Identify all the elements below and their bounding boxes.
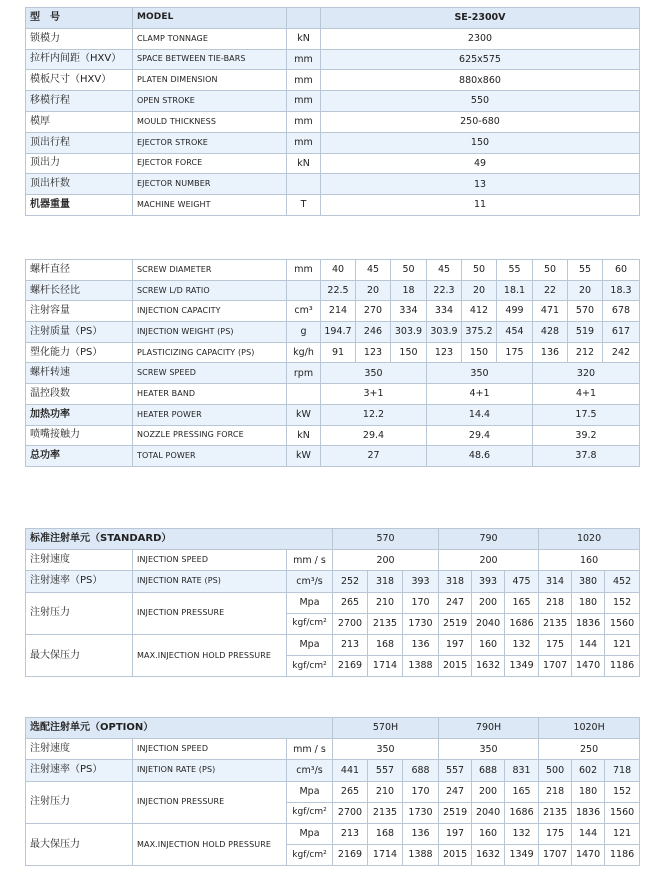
row-value: 2135: [539, 802, 572, 823]
row-label-en: TOTAL POWER: [133, 446, 287, 467]
row-value: 519: [568, 322, 603, 343]
row-value: 180: [572, 781, 605, 802]
row-value: 160: [539, 550, 640, 571]
screw-row: [26, 446, 640, 467]
row-value: 499: [497, 301, 533, 322]
row-value: 688: [403, 760, 439, 781]
row-label-en: MAX.INJECTION HOLD PRESSURE: [133, 823, 287, 865]
row-value: 1836: [572, 613, 605, 634]
row-label-en: PLASTICIZING CAPACITY (PS): [133, 342, 287, 363]
row-value: 1186: [605, 656, 640, 677]
row-label-en: SCREW DIAMETER: [133, 260, 287, 281]
row-value: 18.3: [603, 280, 640, 301]
row-value: 210: [368, 781, 403, 802]
row-unit: mm: [287, 111, 321, 132]
spec-row: [26, 91, 640, 112]
row-unit: cm³/s: [287, 760, 333, 781]
row-value: 678: [603, 301, 640, 322]
row-label-en: INJECTION WEIGHT (PS): [133, 322, 287, 343]
row-value: 1349: [505, 656, 539, 677]
row-unit: rpm: [287, 363, 321, 384]
unit-model: 790H: [439, 718, 539, 739]
row-label-cn: 注射速度: [26, 550, 133, 571]
row-unit: Mpa: [287, 634, 333, 655]
row-value: 170: [403, 781, 439, 802]
row-label-cn: 喷嘴接触力: [26, 425, 133, 446]
unit-header-row: [26, 718, 640, 739]
row-value: 165: [505, 592, 539, 613]
row-value: 144: [572, 634, 605, 655]
row-value: 1470: [572, 845, 605, 866]
row-value: 175: [539, 634, 572, 655]
row-value: 334: [391, 301, 427, 322]
row-label-en: NOZZLE PRESSING FORCE: [133, 425, 287, 446]
row-value: 175: [539, 823, 572, 844]
row-value: 168: [368, 823, 403, 844]
row-value: 121: [605, 634, 640, 655]
unit-model: 1020: [539, 529, 640, 550]
unit-title: 标准注射单元（STANDARD）: [26, 529, 333, 550]
row-value: 557: [368, 760, 403, 781]
row-label-cn: 模厚: [26, 111, 133, 132]
row-value: 2015: [439, 845, 472, 866]
row-value: 1632: [472, 845, 505, 866]
screw-row: [26, 425, 640, 446]
row-unit: kN: [287, 425, 321, 446]
row-label-cn: 最大保压力: [26, 634, 133, 676]
row-value: 1470: [572, 656, 605, 677]
row-value: 1349: [505, 845, 539, 866]
model-name: SE-2300V: [321, 8, 640, 29]
row-value: 3+1: [321, 384, 427, 405]
row-unit: mm: [287, 132, 321, 153]
row-unit: Mpa: [287, 592, 333, 613]
screw-row: [26, 322, 640, 343]
row-value: 1560: [605, 802, 640, 823]
row-value: 475: [505, 571, 539, 592]
row-value: 50: [462, 260, 497, 281]
row-value: 1388: [403, 845, 439, 866]
row-value: 48.6: [427, 446, 533, 467]
row-value: 200: [472, 781, 505, 802]
row-value: 39.2: [533, 425, 640, 446]
spec-row: [26, 28, 640, 49]
row-label-cn: 顶出力: [26, 153, 133, 174]
row-unit: kgf/cm²: [287, 802, 333, 823]
row-label-cn: 锁模力: [26, 28, 133, 49]
row-value: 412: [462, 301, 497, 322]
row-label-en: SCREW L/D RATIO: [133, 280, 287, 301]
row-label-cn: 注射速度: [26, 739, 133, 760]
row-label-cn: 拉杆内间距（HXV）: [26, 49, 133, 70]
row-value: 200: [472, 592, 505, 613]
row-value: 250-680: [321, 111, 640, 132]
option-unit-table: [25, 717, 640, 866]
row-value: 50: [391, 260, 427, 281]
row-value: 22: [533, 280, 568, 301]
row-value: 602: [572, 760, 605, 781]
unit-model: 570: [333, 529, 439, 550]
unit-title: 选配注射单元（OPTION）: [26, 718, 333, 739]
row-value: 393: [472, 571, 505, 592]
row-value: 242: [603, 342, 640, 363]
row-value: 2700: [333, 802, 368, 823]
row-value: 2040: [472, 613, 505, 634]
row-unit: mm: [287, 91, 321, 112]
hold-row: [26, 634, 640, 655]
row-value: 160: [472, 823, 505, 844]
row-label-cn: 螺杆长径比: [26, 280, 133, 301]
row-value: 214: [321, 301, 356, 322]
row-value: 4+1: [533, 384, 640, 405]
row-value: 500: [539, 760, 572, 781]
speed-row: [26, 739, 640, 760]
row-label-en: EJECTOR NUMBER: [133, 174, 287, 195]
screw-row: [26, 363, 640, 384]
spec-header-row: [26, 8, 640, 29]
row-unit: kW: [287, 446, 321, 467]
row-value: 617: [603, 322, 640, 343]
row-value: 314: [539, 571, 572, 592]
row-value: 29.4: [427, 425, 533, 446]
row-value: 2700: [333, 613, 368, 634]
row-value: 247: [439, 781, 472, 802]
row-value: 2169: [333, 845, 368, 866]
spec-row: [26, 153, 640, 174]
standard-unit-table: [25, 528, 640, 677]
row-value: 2135: [368, 802, 403, 823]
row-value: 18: [391, 280, 427, 301]
row-value: 2135: [539, 613, 572, 634]
row-label-cn: 顶出杆数: [26, 174, 133, 195]
row-value: 200: [439, 550, 539, 571]
row-label-cn: 机器重量: [26, 195, 133, 216]
row-value: 212: [568, 342, 603, 363]
screw-row: [26, 342, 640, 363]
screw-row: [26, 280, 640, 301]
row-unit: kN: [287, 28, 321, 49]
row-value: 11: [321, 195, 640, 216]
row-value: 250: [539, 739, 640, 760]
speed-row: [26, 550, 640, 571]
row-value: 625x575: [321, 49, 640, 70]
spec-row: [26, 49, 640, 70]
row-value: 150: [391, 342, 427, 363]
row-value: 136: [403, 634, 439, 655]
row-label-cn: 总功率: [26, 446, 133, 467]
row-value: 170: [403, 592, 439, 613]
row-label-en: SPACE BETWEEN TIE-BARS: [133, 49, 287, 70]
row-value: 718: [605, 760, 640, 781]
row-value: 350: [427, 363, 533, 384]
row-value: 37.8: [533, 446, 640, 467]
screw-row: [26, 404, 640, 425]
row-label-cn: 注射速率（PS）: [26, 571, 133, 592]
row-label-cn: 顶出行程: [26, 132, 133, 153]
row-value: 194.7: [321, 322, 356, 343]
row-label-cn: 模板尺寸（HXV）: [26, 70, 133, 91]
row-value: 180: [572, 592, 605, 613]
row-value: 303.9: [391, 322, 427, 343]
row-unit: mm: [287, 49, 321, 70]
spec-row: [26, 174, 640, 195]
row-label-cn: 塑化能力（PS）: [26, 342, 133, 363]
row-label-cn: 注射速率（PS）: [26, 760, 133, 781]
row-label-cn: 螺杆直径: [26, 260, 133, 281]
row-label-en: HEATER POWER: [133, 404, 287, 425]
row-value: 1714: [368, 656, 403, 677]
row-unit: [287, 384, 321, 405]
row-label-cn: 注射质量（PS）: [26, 322, 133, 343]
row-unit: [287, 280, 321, 301]
row-label-en: INJECTION SPEED: [133, 739, 287, 760]
row-value: 150: [462, 342, 497, 363]
row-value: 247: [439, 592, 472, 613]
row-value: 688: [472, 760, 505, 781]
row-unit: mm: [287, 70, 321, 91]
pressure-row: [26, 781, 640, 802]
row-value: 557: [439, 760, 472, 781]
row-value: 123: [356, 342, 391, 363]
row-value: 175: [497, 342, 533, 363]
row-value: 12.2: [321, 404, 427, 425]
row-value: 452: [605, 571, 640, 592]
row-label-en: EJECTOR STROKE: [133, 132, 287, 153]
row-value: 1686: [505, 802, 539, 823]
row-unit: cm³/s: [287, 571, 333, 592]
row-value: 49: [321, 153, 640, 174]
row-value: 1686: [505, 613, 539, 634]
row-unit: Mpa: [287, 823, 333, 844]
row-value: 334: [427, 301, 462, 322]
model-label-en: MODEL: [133, 8, 287, 29]
row-value: 165: [505, 781, 539, 802]
row-unit: kW: [287, 404, 321, 425]
row-value: 350: [333, 739, 439, 760]
row-label-en: INJECTION PRESSURE: [133, 592, 287, 634]
row-value: 252: [333, 571, 368, 592]
row-label-en: HEATER BAND: [133, 384, 287, 405]
row-value: 40: [321, 260, 356, 281]
row-label-cn: 最大保压力: [26, 823, 133, 865]
row-value: 20: [356, 280, 391, 301]
row-value: 2015: [439, 656, 472, 677]
row-value: 136: [533, 342, 568, 363]
row-value: 213: [333, 823, 368, 844]
row-unit: kN: [287, 153, 321, 174]
row-value: 1730: [403, 802, 439, 823]
row-label-en: SCREW SPEED: [133, 363, 287, 384]
row-label-en: EJECTOR FORCE: [133, 153, 287, 174]
row-value: 2040: [472, 802, 505, 823]
row-value: 132: [505, 634, 539, 655]
row-value: 265: [333, 781, 368, 802]
row-value: 1836: [572, 802, 605, 823]
row-value: 2519: [439, 613, 472, 634]
row-value: 50: [533, 260, 568, 281]
row-value: 29.4: [321, 425, 427, 446]
row-value: 550: [321, 91, 640, 112]
row-value: 375.2: [462, 322, 497, 343]
row-value: 428: [533, 322, 568, 343]
row-label-cn: 注射压力: [26, 592, 133, 634]
row-value: 1707: [539, 656, 572, 677]
row-unit: [287, 174, 321, 195]
row-value: 197: [439, 823, 472, 844]
row-label-cn: 注射容量: [26, 301, 133, 322]
row-value: 152: [605, 592, 640, 613]
row-label-cn: 加热功率: [26, 404, 133, 425]
row-value: 168: [368, 634, 403, 655]
row-value: 2169: [333, 656, 368, 677]
row-value: 2300: [321, 28, 640, 49]
row-value: 4+1: [427, 384, 533, 405]
model-label-cn: 型 号: [26, 8, 133, 29]
row-value: 393: [403, 571, 439, 592]
unit-header-row: [26, 529, 640, 550]
row-value: 55: [497, 260, 533, 281]
row-value: 570: [568, 301, 603, 322]
row-value: 55: [568, 260, 603, 281]
row-value: 318: [439, 571, 472, 592]
row-label-en: MAX.INJECTION HOLD PRESSURE: [133, 634, 287, 676]
row-value: 132: [505, 823, 539, 844]
row-value: 2519: [439, 802, 472, 823]
row-label-en: INJECTION SPEED: [133, 550, 287, 571]
row-label-en: MOULD THICKNESS: [133, 111, 287, 132]
row-value: 1560: [605, 613, 640, 634]
row-value: 20: [568, 280, 603, 301]
row-value: 1632: [472, 656, 505, 677]
spec-row: [26, 111, 640, 132]
row-value: 45: [427, 260, 462, 281]
row-label-cn: 移模行程: [26, 91, 133, 112]
row-value: 350: [439, 739, 539, 760]
row-value: 213: [333, 634, 368, 655]
hold-row: [26, 823, 640, 844]
row-label-cn: 螺杆转速: [26, 363, 133, 384]
row-value: 1388: [403, 656, 439, 677]
row-value: 246: [356, 322, 391, 343]
row-value: 91: [321, 342, 356, 363]
row-value: 144: [572, 823, 605, 844]
row-value: 136: [403, 823, 439, 844]
screw-row: [26, 384, 640, 405]
row-value: 210: [368, 592, 403, 613]
rate-row: [26, 571, 640, 592]
row-value: 218: [539, 781, 572, 802]
row-label-en: INJECTION CAPACITY: [133, 301, 287, 322]
row-value: 454: [497, 322, 533, 343]
row-value: 218: [539, 592, 572, 613]
row-value: 22.5: [321, 280, 356, 301]
row-value: 45: [356, 260, 391, 281]
row-label-en: OPEN STROKE: [133, 91, 287, 112]
row-unit: kg/h: [287, 342, 321, 363]
row-unit: mm / s: [287, 550, 333, 571]
row-label-en: CLAMP TONNAGE: [133, 28, 287, 49]
row-value: 160: [472, 634, 505, 655]
row-unit: Mpa: [287, 781, 333, 802]
machine-spec-table: [25, 7, 640, 216]
spec-row: [26, 132, 640, 153]
row-value: 150: [321, 132, 640, 153]
row-value: 270: [356, 301, 391, 322]
row-value: 318: [368, 571, 403, 592]
unit-model: 570H: [333, 718, 439, 739]
row-value: 121: [605, 823, 640, 844]
spec-row: [26, 195, 640, 216]
row-label-en: PLATEN DIMENSION: [133, 70, 287, 91]
row-unit: mm: [287, 260, 321, 281]
row-value: 14.4: [427, 404, 533, 425]
screw-row: [26, 260, 640, 281]
screw-spec-table: [25, 259, 640, 467]
row-unit: T: [287, 195, 321, 216]
row-label-en: INJETION RATE (PS): [133, 760, 287, 781]
row-unit: mm / s: [287, 739, 333, 760]
row-value: 1186: [605, 845, 640, 866]
row-value: 1707: [539, 845, 572, 866]
row-value: 17.5: [533, 404, 640, 425]
row-value: 320: [533, 363, 640, 384]
pressure-row: [26, 592, 640, 613]
row-value: 831: [505, 760, 539, 781]
row-value: 1714: [368, 845, 403, 866]
row-unit: kgf/cm²: [287, 656, 333, 677]
row-value: 60: [603, 260, 640, 281]
row-value: 20: [462, 280, 497, 301]
row-value: 1730: [403, 613, 439, 634]
row-value: 350: [321, 363, 427, 384]
row-value: 380: [572, 571, 605, 592]
row-value: 471: [533, 301, 568, 322]
row-value: 880x860: [321, 70, 640, 91]
unit-model: 1020H: [539, 718, 640, 739]
row-value: 22.3: [427, 280, 462, 301]
row-label-en: INJECTION PRESSURE: [133, 781, 287, 823]
row-value: 441: [333, 760, 368, 781]
row-value: 197: [439, 634, 472, 655]
row-label-cn: 注射压力: [26, 781, 133, 823]
row-value: 152: [605, 781, 640, 802]
unit-model: 790: [439, 529, 539, 550]
row-unit: kgf/cm²: [287, 845, 333, 866]
row-unit: kgf/cm²: [287, 613, 333, 634]
row-value: 27: [321, 446, 427, 467]
row-value: 2135: [368, 613, 403, 634]
row-unit: g: [287, 322, 321, 343]
row-value: 13: [321, 174, 640, 195]
screw-row: [26, 301, 640, 322]
rate-row: [26, 760, 640, 781]
row-value: 303.9: [427, 322, 462, 343]
row-label-cn: 温控段数: [26, 384, 133, 405]
row-value: 265: [333, 592, 368, 613]
row-value: 18.1: [497, 280, 533, 301]
row-label-en: MACHINE WEIGHT: [133, 195, 287, 216]
spec-row: [26, 70, 640, 91]
row-value: 200: [333, 550, 439, 571]
row-value: 123: [427, 342, 462, 363]
row-label-en: INJECTION RATE (PS): [133, 571, 287, 592]
row-unit: cm³: [287, 301, 321, 322]
